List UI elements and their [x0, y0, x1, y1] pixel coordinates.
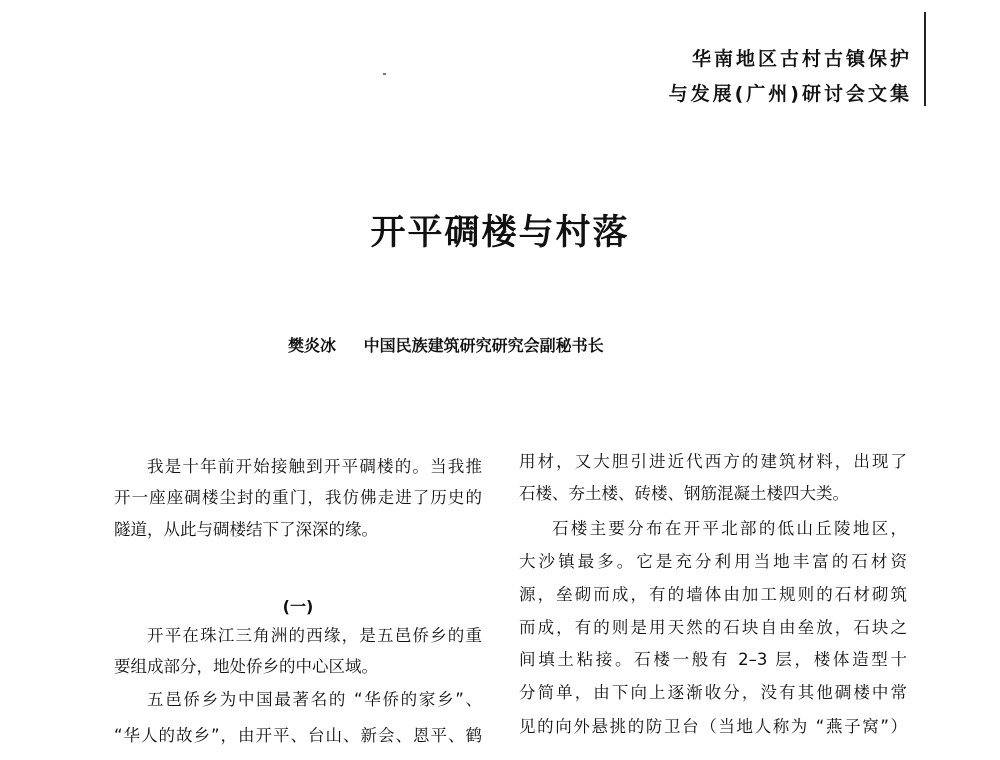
paragraph-line: 隧道，从此与碉楼结下了深深的缘。: [114, 520, 378, 539]
page-title: 开平碉楼与村落: [370, 213, 630, 253]
header-line-1: 华南地区古村古镇保护: [691, 48, 912, 70]
header-line-2: 与发展(广州)研讨会文集: [668, 83, 912, 105]
section-heading: (一): [282, 597, 314, 616]
paragraph-line: “华人的故乡”，由开平、台山、新会、恩平、鹤: [114, 726, 482, 745]
paragraph-line: 五邑侨乡为中国最著名的 “华侨的家乡”、: [147, 690, 482, 709]
paragraph-line: 石楼主要分布在开平北部的低山丘陵地区，: [552, 519, 907, 538]
paragraph-line: 大沙镇最多。它是充分利用当地丰富的石材资: [519, 552, 907, 571]
author-line: [288, 333, 626, 356]
paragraph-line: 间填土粘接。石楼一般有 2–3 层，楼体造型十: [519, 650, 907, 669]
scan-speck: [383, 73, 386, 75]
paragraph-line: 石楼、夯土楼、砖楼、钢筋混凝土楼四大类。: [519, 484, 849, 503]
paragraph-line: 我是十年前开始接触到开平碉楼的。当我推: [147, 457, 482, 476]
paragraph-line: 源，垒砌而成，有的墙体由加工规则的石材砌筑: [519, 585, 907, 604]
paragraph-line: 分简单，由下向上逐渐收分，没有其他碉楼中常: [519, 683, 907, 702]
paragraph-line: 开平在珠江三角洲的西缘，是五邑侨乡的重: [147, 626, 482, 645]
paragraph-line: 要组成部分，地处侨乡的中心区域。: [114, 657, 378, 676]
author-name: 樊炎冰: [288, 336, 337, 355]
paragraph-line: 而成，有的则是用天然的石块自由垒放，石块之: [519, 618, 907, 637]
header-divider: [924, 12, 926, 106]
paragraph-line: 开一座座碉楼尘封的重门，我仿佛走进了历史的: [114, 488, 482, 507]
paragraph-line: 用材，又大胆引进近代西方的建筑材料，出现了: [519, 452, 907, 471]
paragraph-line: 见的向外悬挑的防卫台（当地人称为 “燕子窝”）: [519, 717, 907, 736]
author-affiliation: 中国民族建筑研究研究会副秘书长: [363, 336, 604, 355]
